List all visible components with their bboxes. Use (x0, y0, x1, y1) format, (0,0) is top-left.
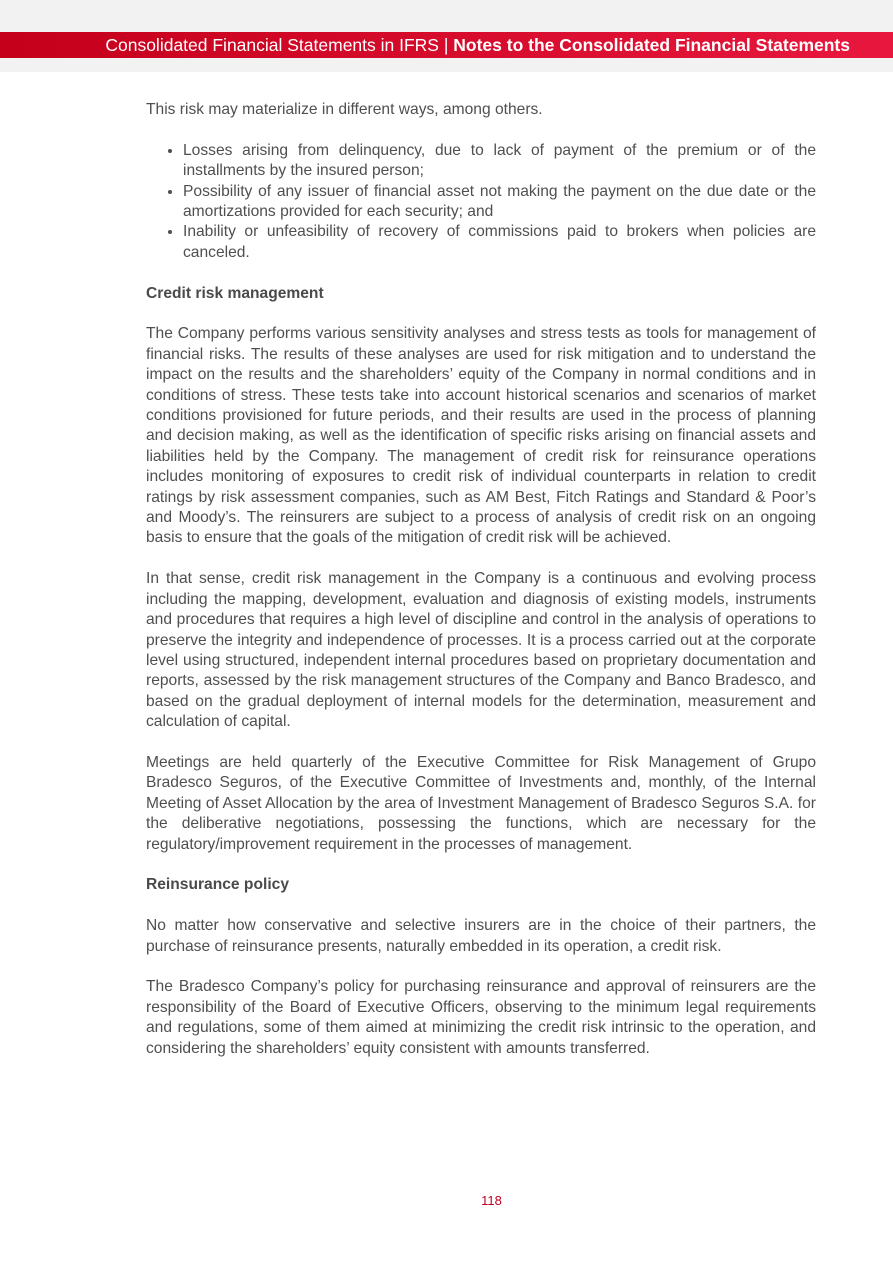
risk-list (146, 141, 816, 263)
page-number: 118 (481, 1193, 502, 1208)
page-header (0, 32, 893, 58)
list-item: • Possibility of any issuer of financial asset not making the payment on the due date or the amortizations provided for each security; and (183, 182, 816, 223)
page-body (146, 100, 816, 1079)
header-subsection: Notes to the Consolidated Financial Statements (453, 35, 850, 55)
intro-paragraph: This risk may materialize in different ways, among others. (146, 101, 543, 118)
list-item: • Losses arising from delinquency, due to lack of payment of the premium or of the installments by the insured person; (183, 141, 816, 182)
header-section: Consolidated Financial Statements in IFRS (105, 35, 439, 55)
paragraph: No matter how conservative and selective insurers are in the choice of their partners, the purchase of reinsurance presents, naturally embedded in its operation, a credit risk. (146, 917, 816, 955)
paragraph: The Company performs various sensitivity analyses and stress tests as tools for management of financial risks. The results of these analyses are used for risk mitigation and to understand the impact on the results and the shareholders’ equity of the Company in normal conditions and in conditions of stress. These tests take into account historical scenarios and scenarios of market conditions provisioned for future periods, and their results are used in the process of planning and decision making, as well as the identification of specific risks arising on financial assets and liabilities held by the Company. The management of credit risk for reinsurance operations includes monitoring of exposures to credit risk of individual counterparts in relation to credit ratings by risk assessment companies, such as AM Best, Fitch Ratings and Standard & Poor’s and Moody’s. The reinsurers are subject to a process of analysis of credit risk on an ongoing basis to ensure that the goals of the mitigation of credit risk will be achieved. (146, 325, 816, 547)
section-heading: Credit risk management (146, 284, 324, 302)
paragraph: Meetings are held quarterly of the Executive Committee for Risk Management of Grupo Bradesco Seguros, of the Executive Committee of Investments and, monthly, of the Internal Meeting of Asset Allocation by the area of Investment Management of Bradesco Seguros S.A. for the deliberative negotiations, possessing the functions, which are necessary for the regulatory/improvement requirement in the processes of management. (146, 753, 816, 853)
paragraph: The Bradesco Company’s policy for purchasing reinsurance and approval of reinsurers are the responsibility of the Board of Executive Officers, observing to the minimum legal requirements and regulations, some of them aimed at minimizing the credit risk intrinsic to the operation, and considering the shareholders’ equity consistent with amounts transferred. (146, 978, 816, 1057)
paragraph: In that sense, credit risk management in the Company is a continuous and evolving process including the mapping, development, evaluation and diagnosis of existing models, instruments and procedures that requires a high level of discipline and control in the analysis of operations to preserve the integrity and independence of processes. It is a process carried out at the corporate level using structured, independent internal procedures based on proprietary documentation and reports, assessed by the risk management structures of the Company and Banco Bradesco, and based on the gradual deployment of internal models for the determination, measurement and calculation of capital. (146, 570, 816, 731)
section-heading: Reinsurance policy (146, 876, 289, 894)
header-separator: | (438, 35, 454, 55)
list-item: • Inability or unfeasibility of recovery of commissions paid to brokers when policies are canceled. (183, 222, 816, 263)
